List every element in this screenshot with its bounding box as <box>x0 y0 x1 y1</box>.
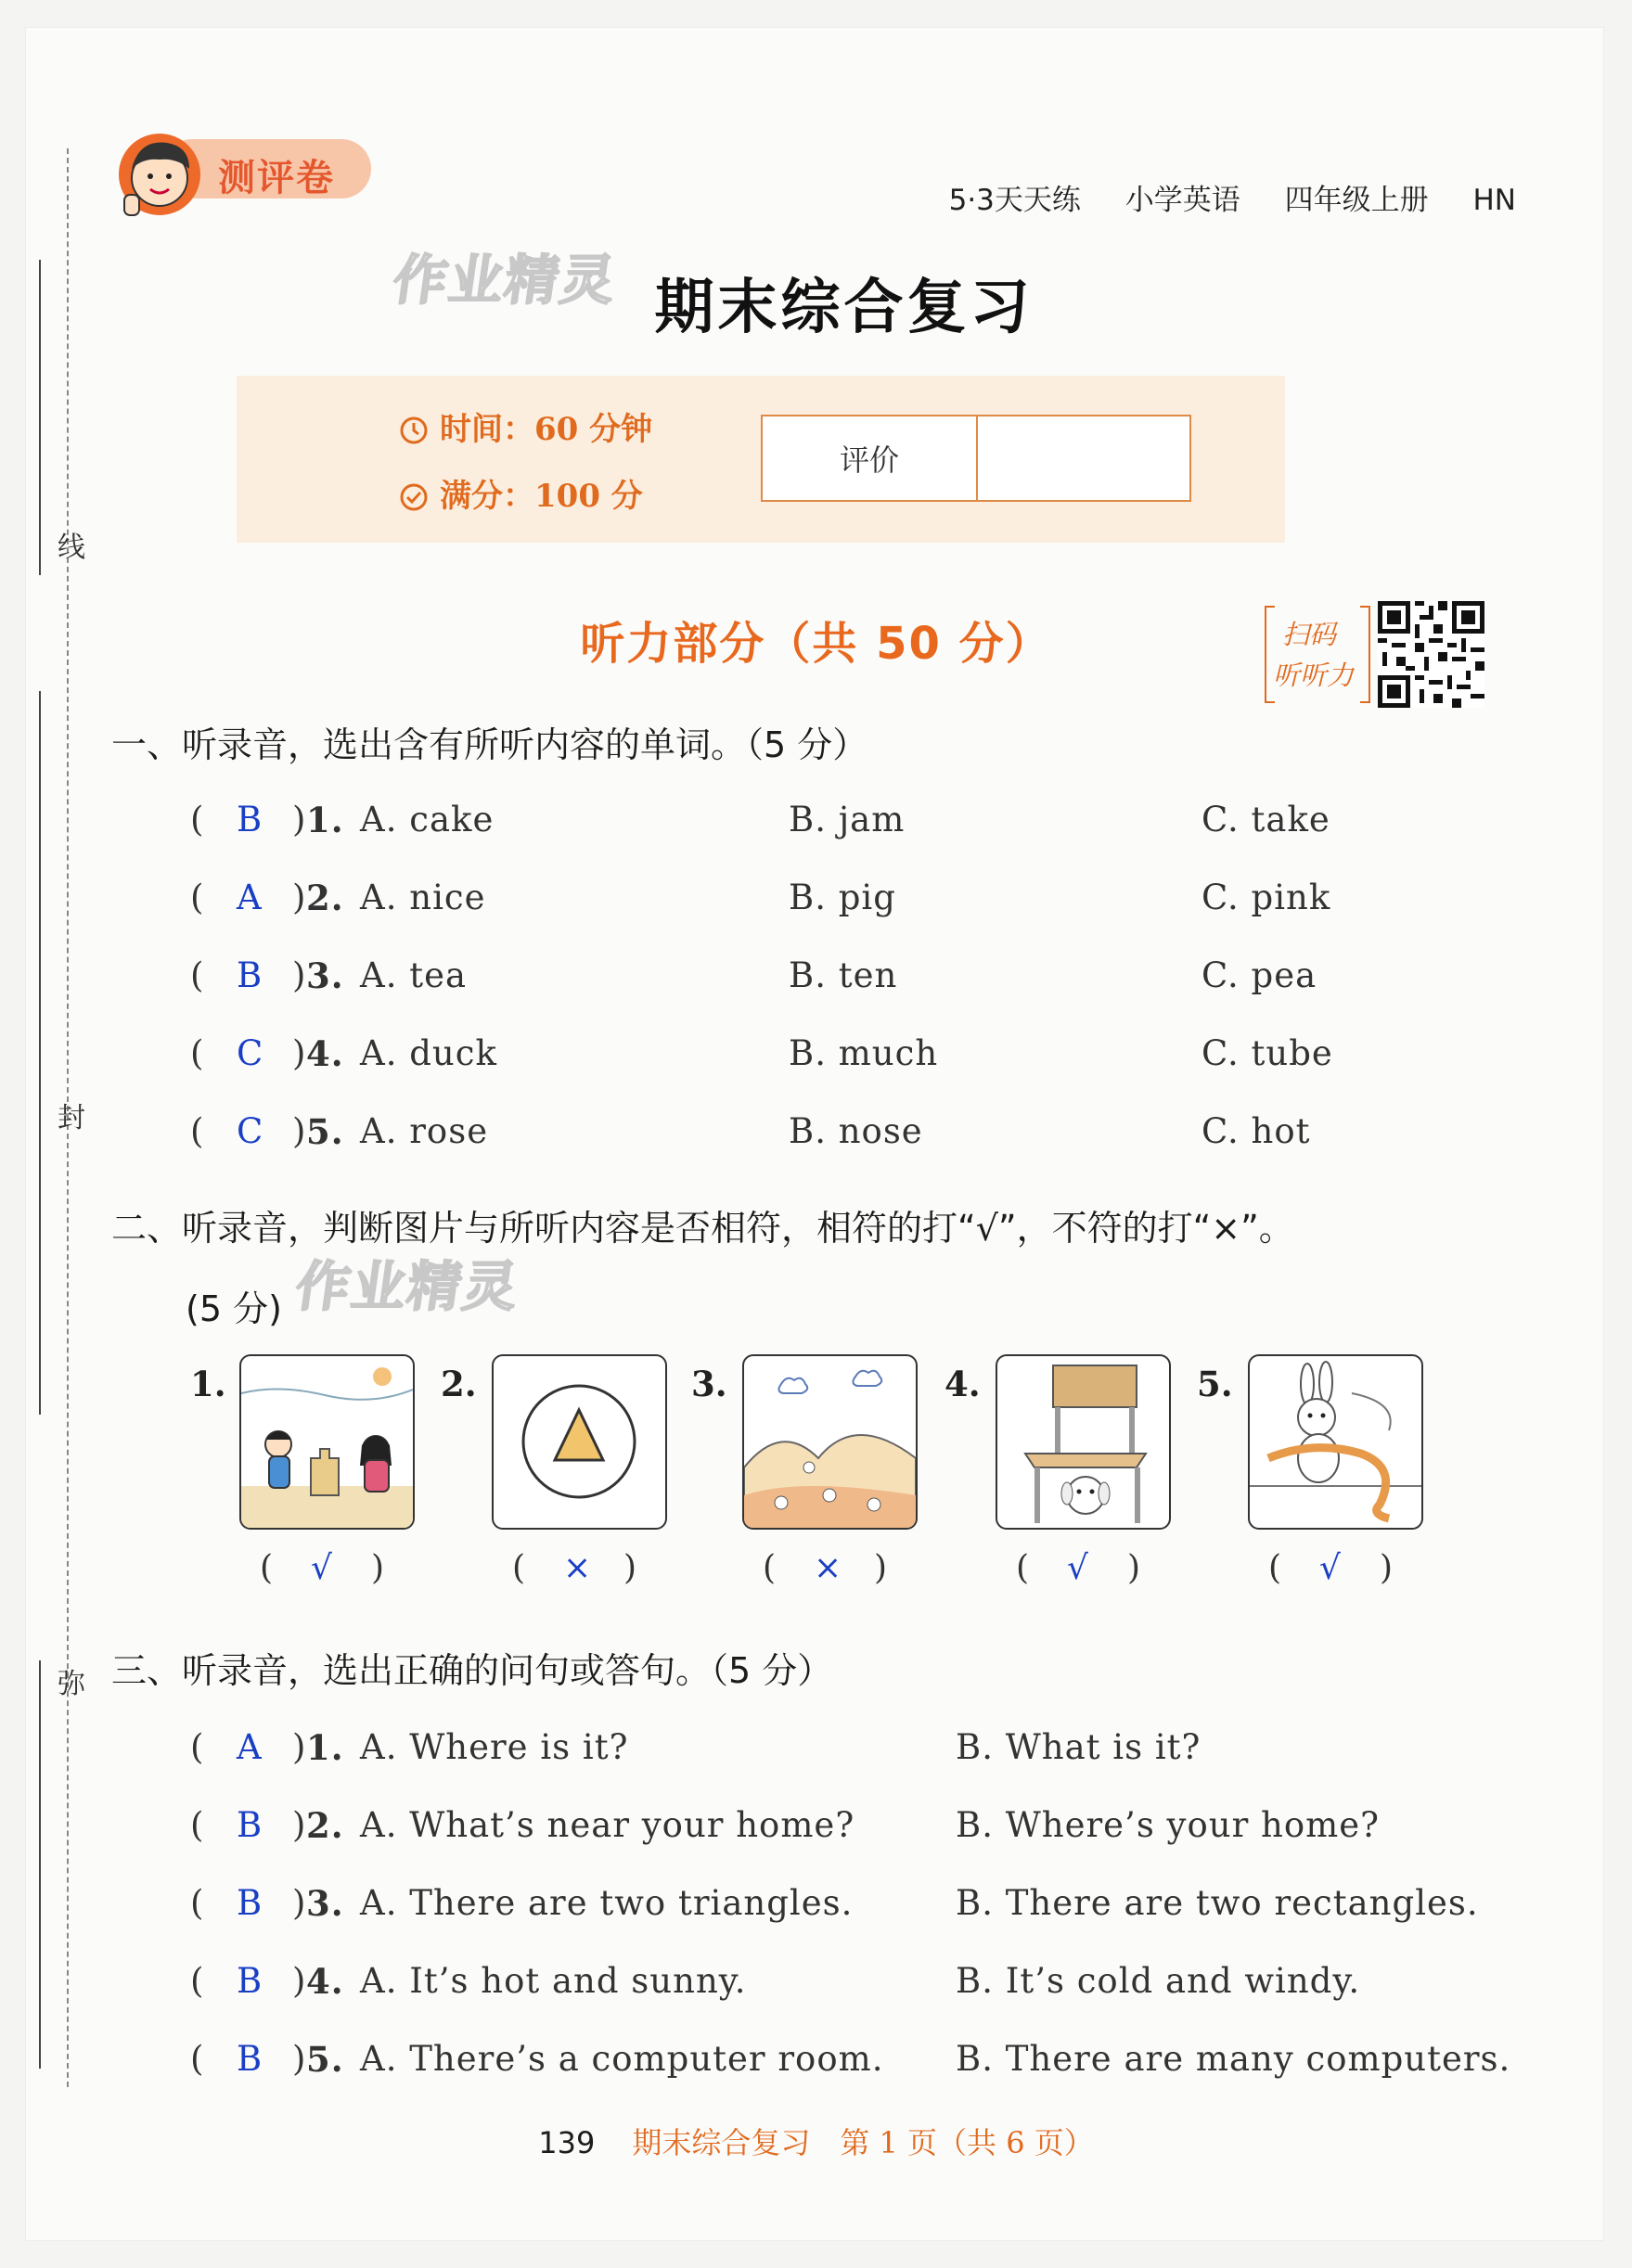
option-a: A. nice <box>360 878 486 917</box>
item-number: 4. <box>306 1961 344 2002</box>
option-c: C. hot <box>1202 1111 1311 1151</box>
section1-item: ( B ) 1. A. cake B. jam C. take <box>190 800 1330 840</box>
answer-value: B <box>237 1883 263 1923</box>
rabbit-ribbon-icon <box>1250 1356 1421 1528</box>
option-c: C. pea <box>1202 955 1317 995</box>
answer-value: B <box>237 1805 263 1845</box>
section3-item: ( B ) 2. A. What’s near your home? B. Where’s your home? <box>190 1805 1380 1846</box>
picture-answer: ( × ) <box>763 1549 888 1587</box>
option-c: C. pink <box>1202 878 1331 917</box>
option-b: B. nose <box>789 1111 923 1151</box>
scan-qr-block[interactable] <box>1262 601 1484 708</box>
item-number: 1. <box>306 800 344 840</box>
test-badge <box>111 121 390 204</box>
picture-rabbit <box>1248 1354 1423 1530</box>
option-a: A. duck <box>360 1033 497 1073</box>
section2-points: (5 分) <box>186 1288 282 1329</box>
answer-value: A <box>237 1727 263 1767</box>
section1-item: ( C ) 4. A. duck B. much C. tube <box>190 1033 1333 1074</box>
answer-value: B <box>237 2039 263 2079</box>
badge-text: 测评卷 <box>218 157 335 199</box>
subject-label: 小学英语 <box>1124 184 1240 217</box>
footer-text: 期末综合复习 第 1 页（共 6 页） <box>632 2125 1094 2160</box>
item-number: 2. <box>306 878 344 918</box>
header-info <box>929 176 1516 218</box>
option-a: A. There’s a computer room. <box>360 2039 884 2079</box>
option-b: B. pig <box>789 878 896 917</box>
section3-item: ( B ) 3. A. There are two triangles. B. There are two rectangles. <box>190 1883 1479 1924</box>
option-b: B. ten <box>789 955 898 995</box>
picture-answer: ( √ ) <box>1268 1549 1394 1587</box>
picture-number: 3. <box>691 1364 727 1404</box>
answer-value: C <box>237 1111 264 1151</box>
section3-item: ( B ) 4. A. It’s hot and sunny. B. It’s cold and windy. <box>190 1961 1361 2002</box>
picture-number: 2. <box>441 1364 477 1404</box>
option-a: A. rose <box>360 1111 489 1151</box>
picture-answer: ( × ) <box>512 1549 637 1587</box>
check-circle-icon <box>399 482 429 512</box>
answer-value: B <box>237 955 263 995</box>
time-row: 时间：60 分钟 <box>399 404 652 449</box>
picture-sandcastle <box>239 1354 415 1530</box>
option-a: A. Where is it? <box>360 1727 629 1767</box>
option-b: B. There are many computers. <box>956 2039 1511 2079</box>
section3-item: ( A ) 1. A. Where is it? B. What is it? <box>190 1727 1202 1768</box>
edition-label: HN <box>1472 184 1516 217</box>
answer-value: C <box>237 1033 264 1073</box>
binding-label: 封 <box>58 1102 85 1134</box>
option-b: B. There are two rectangles. <box>956 1883 1479 1923</box>
item-number: 3. <box>306 955 344 996</box>
option-b: B. What is it? <box>956 1727 1202 1767</box>
evaluation-label: 评价 <box>763 416 978 500</box>
section3-title: 三、听录音，选出正确的问句或答句。（5 分） <box>111 1650 833 1691</box>
item-number: 3. <box>306 1883 344 1924</box>
binding-label: 线 <box>58 532 85 564</box>
qr-code-icon[interactable] <box>1378 601 1484 708</box>
answer-value: B <box>237 1961 263 2001</box>
puppy-under-chair-icon <box>997 1356 1169 1528</box>
option-b: B. Where’s your home? <box>956 1805 1380 1845</box>
section2-title: 二、听录音，判断图片与所听内容是否相符，相符的打“√”，不符的打“×”。 <box>111 1208 1294 1249</box>
scan-line-2: 听听力 <box>1273 660 1355 691</box>
option-c: C. tube <box>1202 1033 1333 1073</box>
picture-chair <box>996 1354 1171 1530</box>
option-c: C. take <box>1202 800 1330 839</box>
picture-answer: ( √ ) <box>260 1549 385 1587</box>
mountains-flowers-icon <box>744 1356 916 1528</box>
option-a: A. tea <box>360 955 468 995</box>
option-a: A. There are two triangles. <box>360 1883 854 1923</box>
section1-title: 一、听录音，选出含有所听内容的单词。（5 分） <box>111 724 868 765</box>
page-number: 139 <box>538 2125 596 2160</box>
picture-mountains <box>742 1354 918 1530</box>
series-label: 5·3天天练 <box>948 184 1081 217</box>
section1-item: ( A ) 2. A. nice B. pig C. pink <box>190 878 1331 918</box>
item-number: 4. <box>306 1033 344 1074</box>
item-number: 1. <box>306 1727 344 1768</box>
watermark: 作业精灵 <box>291 1255 524 1318</box>
item-number: 2. <box>306 1805 344 1846</box>
boy-avatar-icon <box>111 121 213 223</box>
page-title: 期末综合复习 <box>654 273 1034 342</box>
triangle-in-circle-icon <box>494 1356 665 1528</box>
item-number: 5. <box>306 1111 344 1152</box>
binding-line <box>39 1660 41 2069</box>
picture-triangle <box>492 1354 667 1530</box>
answer-value: B <box>237 800 263 839</box>
option-a: A. It’s hot and sunny. <box>360 1961 747 2001</box>
picture-answer: ( √ ) <box>1016 1549 1141 1587</box>
grade-label: 四年级上册 <box>1284 184 1429 217</box>
section1-item: ( C ) 5. A. rose B. nose C. hot <box>190 1111 1311 1152</box>
section1-item: ( B ) 3. A. tea B. ten C. pea <box>190 955 1317 996</box>
option-b: B. much <box>789 1033 939 1073</box>
answer-value: A <box>237 878 263 917</box>
option-b: B. jam <box>789 800 906 839</box>
listening-heading: 听力部分（共 50 分） <box>580 618 1052 670</box>
option-a: A. What’s near your home? <box>360 1805 855 1845</box>
watermark: 作业精灵 <box>389 249 622 312</box>
scan-line-1: 扫码 <box>1282 619 1337 650</box>
section3-item: ( B ) 5. A. There’s a computer room. B. There are many computers. <box>190 2039 1511 2080</box>
picture-number: 5. <box>1197 1364 1233 1404</box>
option-b: B. It’s cold and windy. <box>956 1961 1361 2001</box>
picture-number: 4. <box>945 1364 981 1404</box>
picture-number: 1. <box>190 1364 226 1404</box>
evaluation-value[interactable] <box>978 416 1189 500</box>
evaluation-box <box>761 415 1191 502</box>
exam-info-box <box>237 376 1285 543</box>
clock-icon <box>399 416 429 445</box>
item-number: 5. <box>306 2039 344 2080</box>
binding-label: 弥 <box>58 1668 85 1700</box>
page-footer <box>0 2120 1632 2162</box>
score-row: 满分：100 分 <box>399 470 643 516</box>
option-a: A. cake <box>360 800 495 839</box>
children-sandcastle-icon <box>241 1356 413 1528</box>
